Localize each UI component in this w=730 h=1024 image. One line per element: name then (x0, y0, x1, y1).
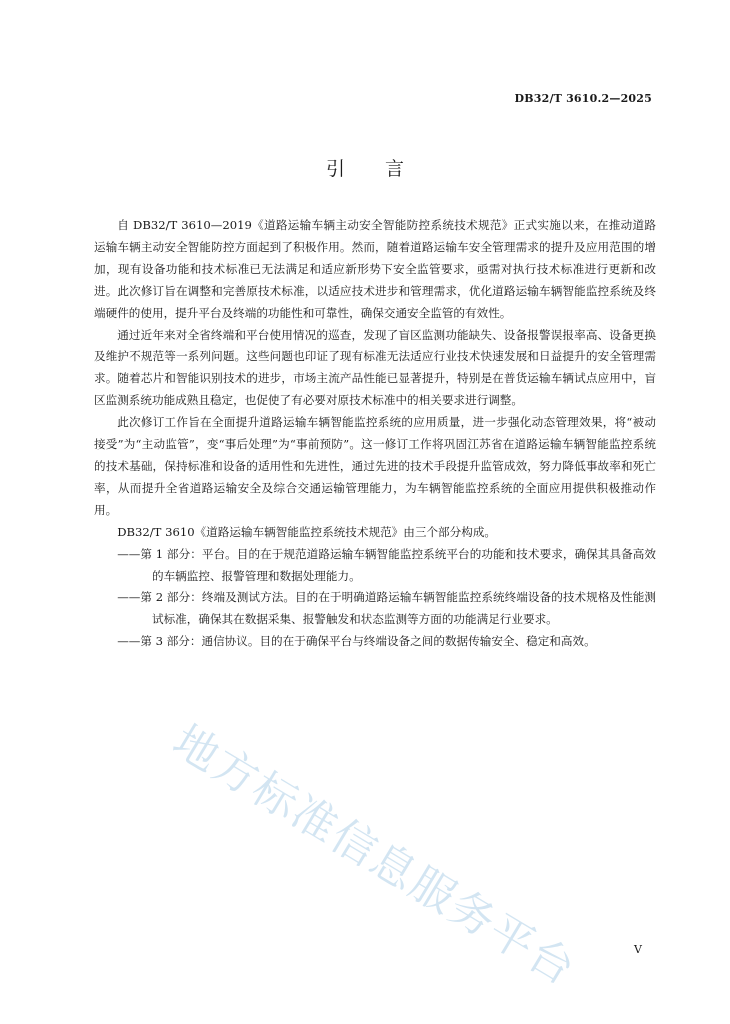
intro-paragraph-3: 此次修订工作旨在全面提升道路运输车辆智能监控系统的应用质量，进一步强化动态管理效果，将“被动接受”为“主动监管”，变“事后处理”为“事前预防”。这一修订工作将巩固江苏省在道路运输车辆智能监控系统的技术基础，保持标准和设备的适用性和先进性，通过先进的技术手段提升监管成效，努力降低事故率和死亡率，从而提升全省道路运输安全及综合交通运输管理能力，为车辆智能监控系统的全面应用提供积极推动作用。 (94, 415, 656, 517)
document-code: DB32/T 3610.2—2025 (514, 92, 652, 105)
page-title: 引言 (325, 158, 444, 180)
part-1-text: ——第 1 部分：平台。目的在于规范道路运输车辆智能监控系统平台的功能和技术要求，确保其具备高效的车辆监控、报警管理和数据处理能力。 (117, 546, 656, 583)
part-3-text: ——第 3 部分：通信协议。目的在于确保平台与终端设备之间的数据传输安全、稳定和高效。 (117, 634, 596, 649)
intro-paragraph-2: 通过近年来对全省终端和平台使用情况的巡查，发现了盲区监测功能缺失、设备报警误报率高、设备更换及维护不规范等一系列问题。这些问题也印证了现有标准无法适应行业技术快速发展和日益提升的安全管理需求。随着芯片和智能识别技术的进步，市场主流产品性能已显著提升，特别是在普货运输车辆试点应用中，盲区监测系统功能成熟且稳定，也促使了有必要对原技术标准中的相关要求进行调整。 (94, 327, 656, 408)
part-list-item-1 (94, 544, 656, 588)
watermark: 地方标准信息服务平台 (164, 715, 585, 997)
intro-paragraph-4: DB32/T 3610《道路运输车辆智能监控系统技术规范》由三个部分构成。 (117, 524, 497, 539)
page-number: V (634, 943, 642, 956)
part-2-text: ——第 2 部分：终端及测试方法。目的在于明确道路运输车辆智能监控系统终端设备的技术规格及性能测试标准，确保其在数据采集、报警触发和状态监测等方面的功能满足行业要求。 (117, 590, 656, 627)
part-list-item-3 (94, 631, 656, 653)
intro-paragraph-1: 自 DB32/T 3610—2019《道路运输车辆主动安全智能防控系统技术规范》正式实施以来，在推动道路运输车辆主动安全智能防控方面起到了积极作用。然而，随着道路运输车安全管理需求的提升及应用范围的增加，现有设备功能和技术标准已无法满足和适应新形势下安全监管要求，亟需对执行技术标准进行更新和改进。此次修订旨在调整和完善原技术标准，以适应技术进步和管理需求，优化道路运输车辆智能监控系统及终端硬件的使用，提升平台及终端的功能性和可靠性，确保交通安全监管的有效性。 (94, 218, 656, 320)
part-list-item-2 (94, 587, 656, 631)
introduction-body (94, 215, 656, 653)
